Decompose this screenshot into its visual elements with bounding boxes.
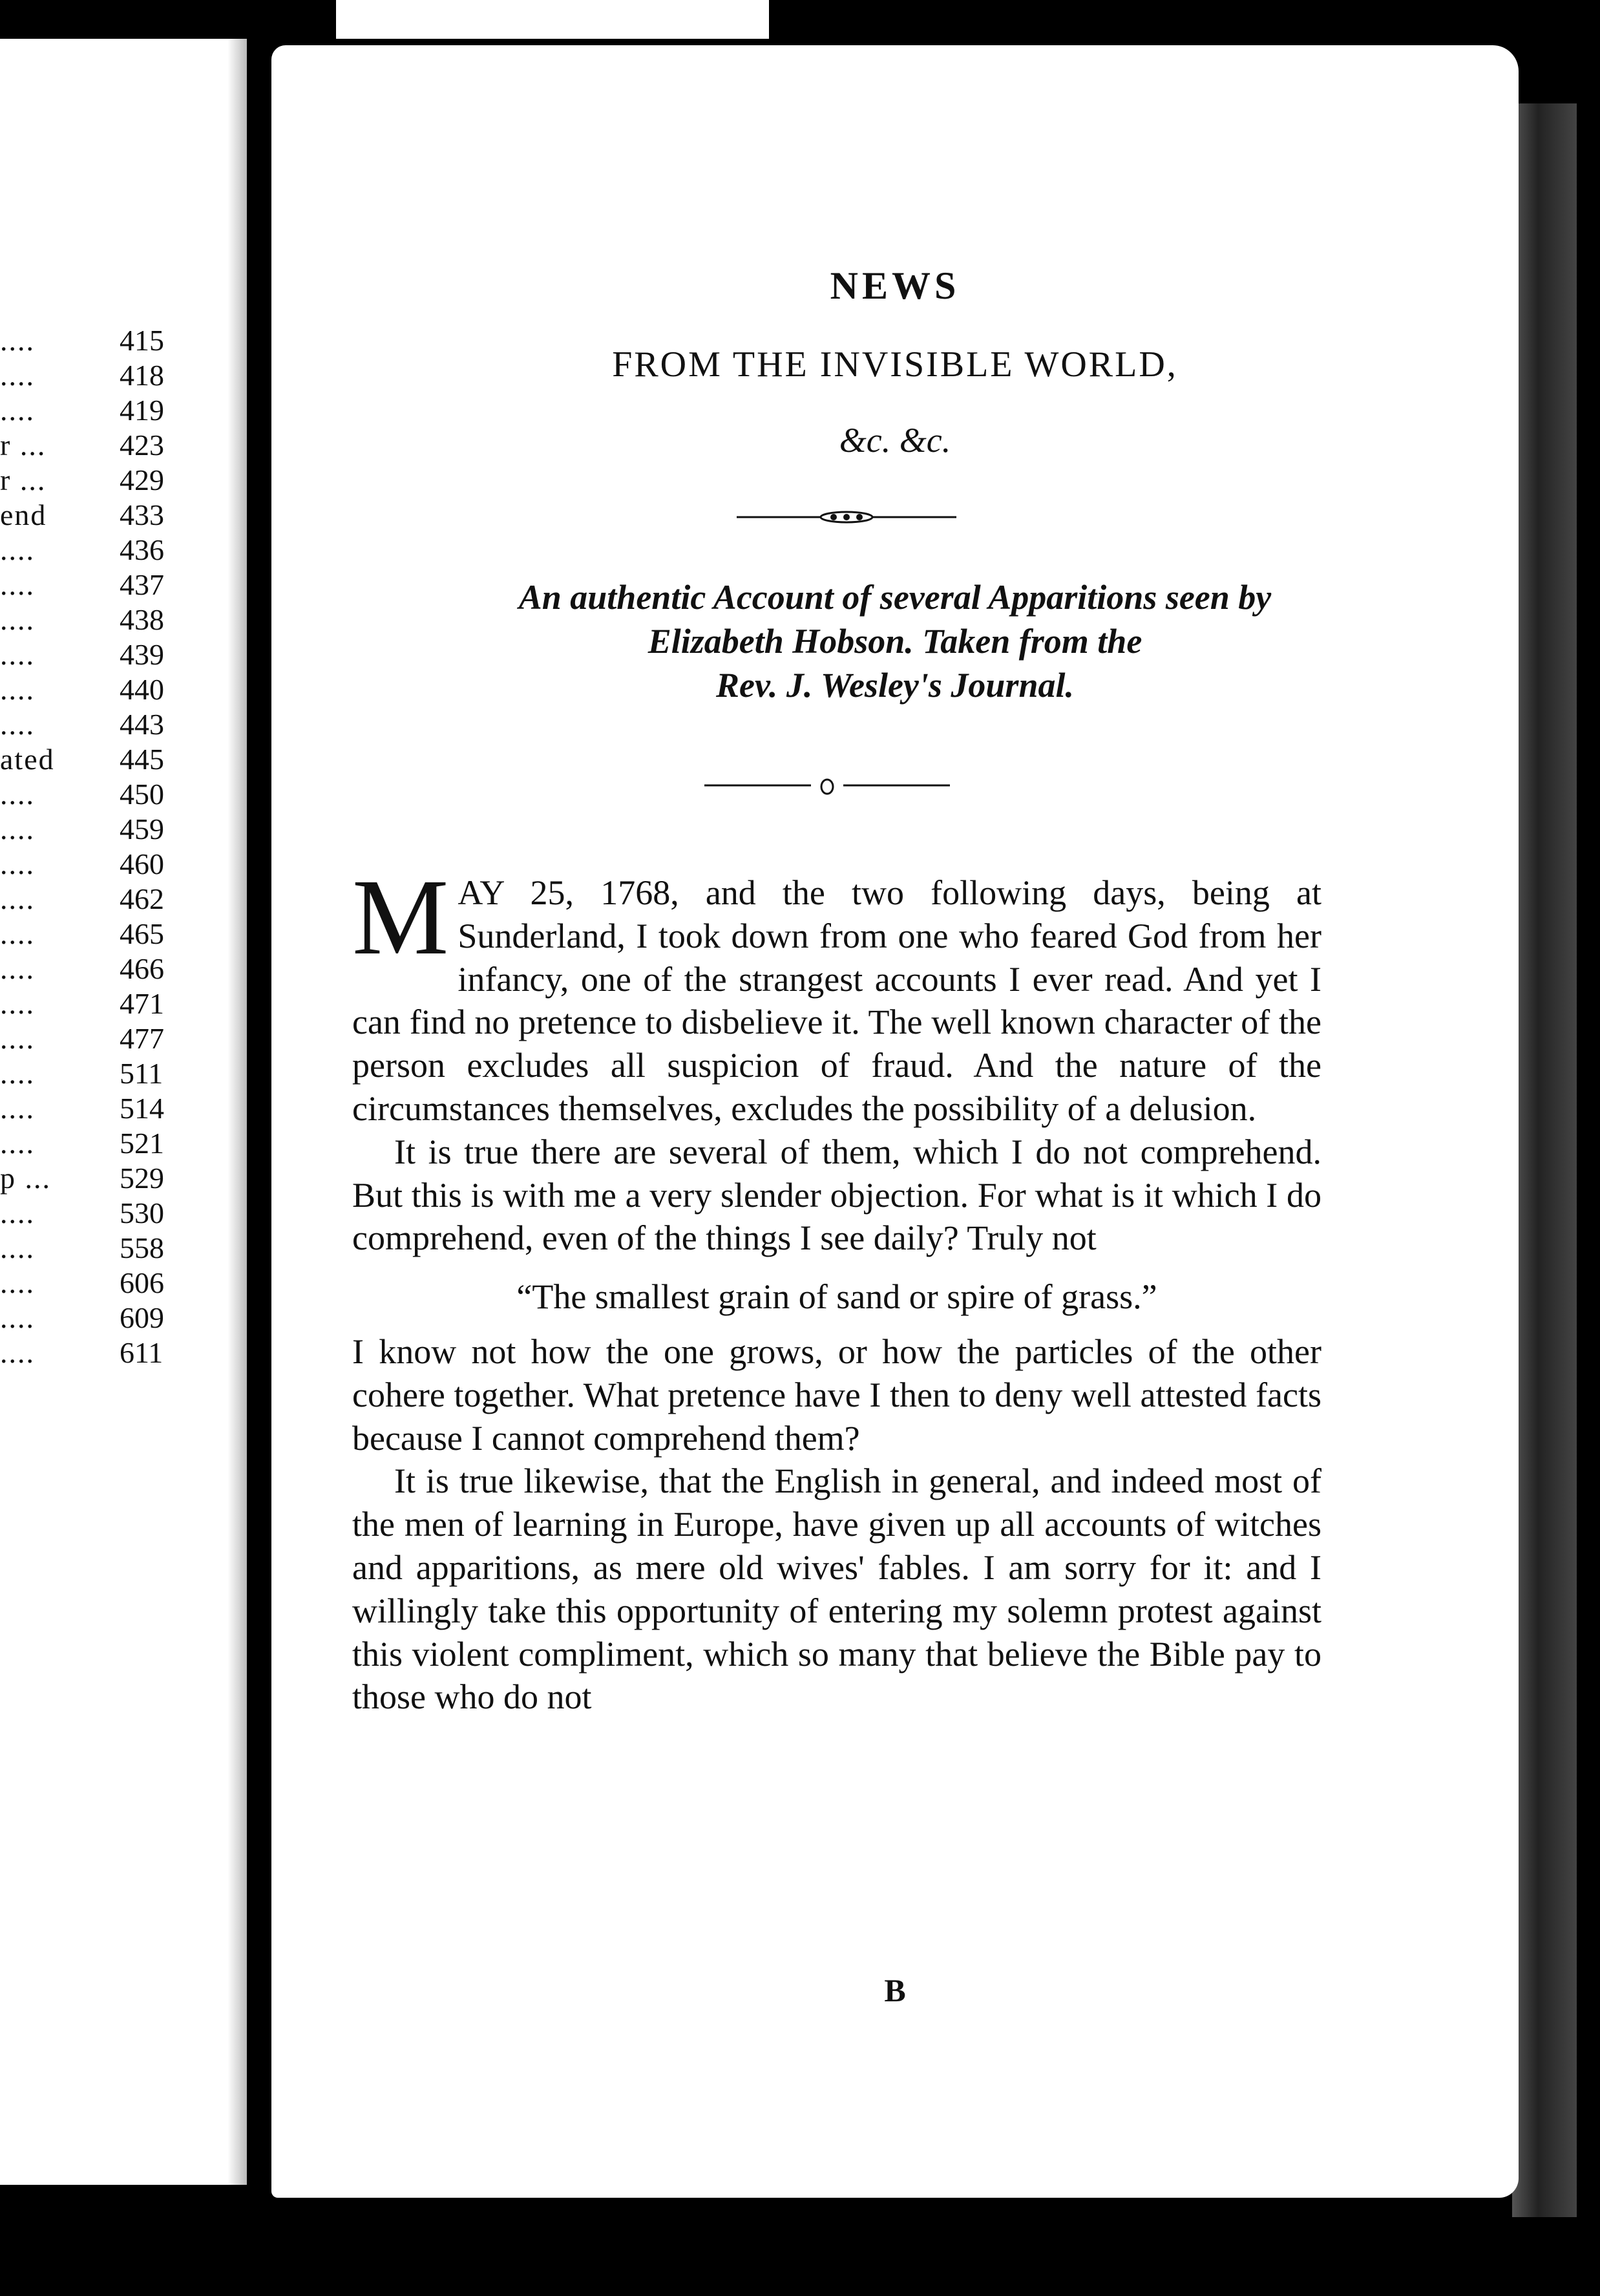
small-divider xyxy=(704,772,950,798)
paragraph-4: It is true likewise, that the English in general, and indeed most of the men of learning in Europe, have given up all accounts of witches and apparitions, as mere old wives' fables. I am sorry for it: and I willingly take this opportunity of entering my solemn protest against this violent compliment, which so many that believe the Bible pay to those who do not xyxy=(352,1462,1321,1717)
page-title: NEWS xyxy=(830,264,960,307)
toc-entry-suffix: .... xyxy=(0,778,35,811)
toc-page-number: 606 xyxy=(120,1266,164,1299)
toc-entry-suffix: .... xyxy=(0,987,35,1020)
toc-entry-suffix: .... xyxy=(0,708,35,741)
toc-row xyxy=(0,882,182,917)
toc-page-number: 459 xyxy=(120,813,164,845)
toc-row xyxy=(0,986,182,1021)
toc-page-number: 433 xyxy=(120,498,164,531)
toc-page-number: 423 xyxy=(120,429,164,462)
toc-row xyxy=(0,1196,182,1231)
toc-row xyxy=(0,742,182,777)
paragraph-2: It is true there are several of them, which I do not comprehend. But this is with me a very slender objection. For what is it which I do comprehend, even of the things I see daily? Truly not xyxy=(352,1132,1321,1258)
top-paper-strip xyxy=(336,0,769,39)
toc-entry-suffix: .... xyxy=(0,1092,35,1125)
toc-row xyxy=(0,1301,182,1335)
paragraph-1-text: AY 25, 1768, and the two following days, being at Sunderland, I took down from one who feared God from her infancy, one of the strangest accounts I ever read. And yet I can find no pretence to disbelieve it. The well known character of the person excludes all suspicion of fraud. And the nature of the circumstances themselves, excludes the possibility of a delusion. xyxy=(352,873,1321,1128)
toc-row xyxy=(0,637,182,672)
signature-mark: B xyxy=(884,1972,906,2008)
toc-page-number: 477 xyxy=(120,1022,164,1055)
toc-page-number: 443 xyxy=(120,708,164,741)
body-text xyxy=(352,857,1321,1719)
gutter-shadow xyxy=(227,39,247,2185)
toc-page-number: 521 xyxy=(120,1127,164,1160)
toc-entry-suffix: .... xyxy=(0,952,35,985)
toc-entry-suffix: .... xyxy=(0,673,35,706)
toc-page-number: 438 xyxy=(120,603,164,636)
toc-page-number: 465 xyxy=(120,917,164,950)
toc-page-number: 450 xyxy=(120,778,164,811)
toc-row xyxy=(0,847,182,882)
toc-entry-suffix: .... xyxy=(0,359,35,392)
toc-entry-suffix: .... xyxy=(0,917,35,950)
toc-entry-suffix: .... xyxy=(0,324,35,357)
toc-row xyxy=(0,1266,182,1301)
toc-row xyxy=(0,707,182,742)
toc-entry-suffix: .... xyxy=(0,1266,35,1299)
toc-entry-suffix: .... xyxy=(0,394,35,427)
toc-entry-suffix: p ... xyxy=(0,1162,51,1195)
toc-row xyxy=(0,358,182,393)
toc-entry-suffix: .... xyxy=(0,603,35,636)
toc-entry-suffix: .... xyxy=(0,1301,35,1334)
toc-entry-suffix: .... xyxy=(0,882,35,915)
toc-entry-suffix: .... xyxy=(0,1057,35,1090)
toc-entry-suffix: .... xyxy=(0,1127,35,1160)
toc-entry-suffix: .... xyxy=(0,1022,35,1055)
toc-page-number: 611 xyxy=(120,1336,163,1369)
left-page xyxy=(0,39,247,2185)
toc-row xyxy=(0,1231,182,1266)
quotation: “The smallest grain of sand or spire of grass.” xyxy=(516,1277,1157,1317)
toc-page-number: 460 xyxy=(120,847,164,880)
toc-entry-suffix: .... xyxy=(0,638,35,671)
toc-page-number: 440 xyxy=(120,673,164,706)
toc-page-number: 514 xyxy=(120,1092,164,1125)
toc-page-number: 530 xyxy=(120,1196,164,1229)
toc-row xyxy=(0,1335,182,1370)
toc-row xyxy=(0,1161,182,1196)
toc-entry-suffix: ated xyxy=(0,743,55,776)
toc-entry-suffix: .... xyxy=(0,533,35,566)
toc-list xyxy=(0,323,182,1370)
toc-page-number: 429 xyxy=(120,463,164,496)
toc-row xyxy=(0,1091,182,1126)
toc-page-number: 419 xyxy=(120,394,164,427)
toc-entry-suffix: .... xyxy=(0,1336,35,1369)
toc-page-number: 418 xyxy=(120,359,164,392)
toc-row xyxy=(0,533,182,568)
toc-row xyxy=(0,602,182,637)
toc-row xyxy=(0,568,182,602)
toc-row xyxy=(0,917,182,951)
toc-row xyxy=(0,463,182,498)
toc-page-number: 462 xyxy=(120,882,164,915)
paragraph-1 xyxy=(352,857,1321,1131)
toc-row xyxy=(0,951,182,986)
toc-entry-suffix: .... xyxy=(0,1196,35,1229)
etc-line: &c. &c. xyxy=(839,421,951,460)
toc-page-number: 436 xyxy=(120,533,164,566)
toc-entry-suffix: .... xyxy=(0,847,35,880)
toc-entry-suffix: .... xyxy=(0,813,35,845)
toc-row xyxy=(0,812,182,847)
toc-row xyxy=(0,393,182,428)
ornament-divider xyxy=(737,511,956,524)
account-heading xyxy=(271,575,1519,707)
toc-row xyxy=(0,428,182,463)
right-page xyxy=(271,45,1519,2198)
toc-row xyxy=(0,1056,182,1091)
toc-entry-suffix: end xyxy=(0,498,47,531)
toc-page-number: 471 xyxy=(120,987,164,1020)
toc-entry-suffix: r ... xyxy=(0,463,47,496)
toc-page-number: 415 xyxy=(120,324,164,357)
toc-row xyxy=(0,323,182,358)
account-line-1: An authentic Account of several Apparitions seen by xyxy=(518,578,1272,617)
toc-page-number: 511 xyxy=(120,1057,163,1090)
toc-page-number: 529 xyxy=(120,1162,164,1195)
toc-page-number: 466 xyxy=(120,952,164,985)
toc-page-number: 445 xyxy=(120,743,164,776)
toc-row xyxy=(0,672,182,707)
account-line-3: Rev. J. Wesley's Journal. xyxy=(715,666,1074,705)
account-line-2: Elizabeth Hobson. Taken from the xyxy=(647,622,1142,661)
toc-page-number: 609 xyxy=(120,1301,164,1334)
toc-page-number: 439 xyxy=(120,638,164,671)
paragraph-3: I know not how the one grows, or how the particles of the other cohere together. What pretence have I then to deny well attested facts because I cannot comprehend them? xyxy=(352,1332,1321,1458)
toc-entry-suffix: r ... xyxy=(0,429,47,462)
toc-row xyxy=(0,498,182,533)
toc-row xyxy=(0,1021,182,1056)
toc-entry-suffix: .... xyxy=(0,568,35,601)
toc-row xyxy=(0,777,182,812)
toc-row xyxy=(0,1126,182,1161)
toc-entry-suffix: .... xyxy=(0,1231,35,1264)
book-edge xyxy=(1512,103,1577,2217)
toc-page-number: 437 xyxy=(120,568,164,601)
toc-page-number: 558 xyxy=(120,1231,164,1264)
page-subtitle: FROM THE INVISIBLE WORLD, xyxy=(612,345,1178,385)
drop-cap: M xyxy=(352,857,449,977)
